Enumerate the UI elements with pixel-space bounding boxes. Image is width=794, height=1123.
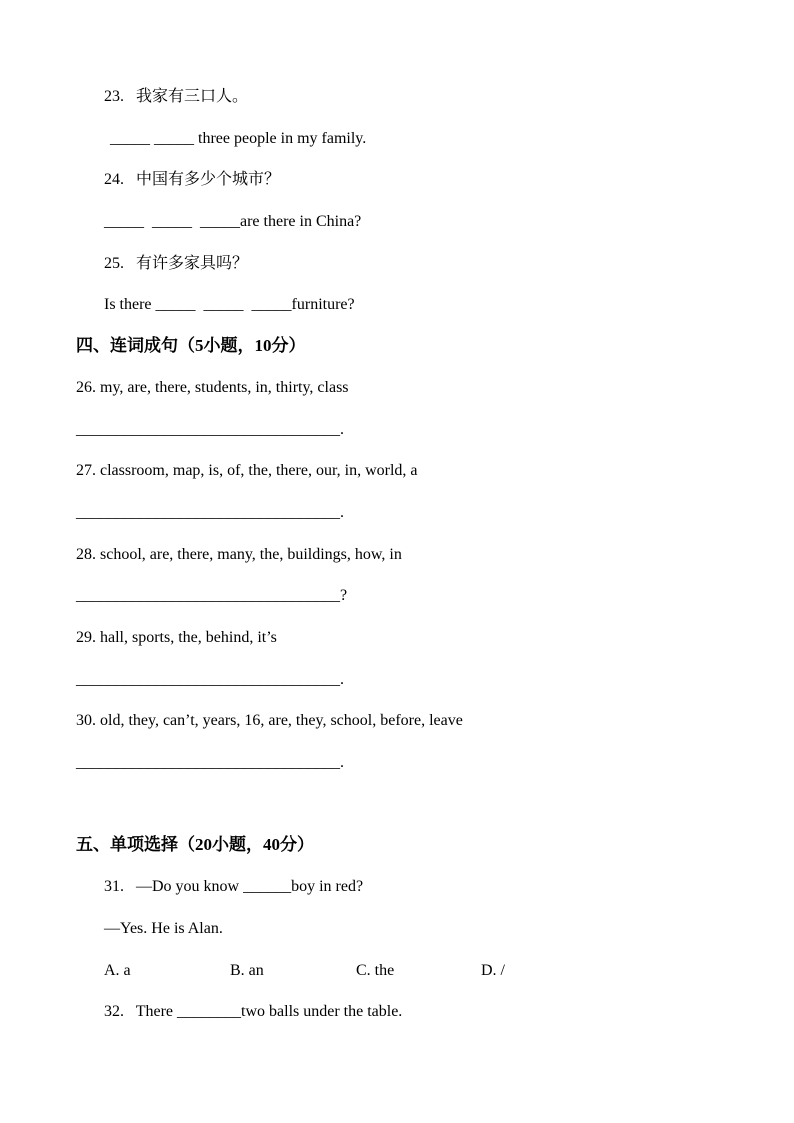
- question-28-answer-line: _________________________________?: [76, 587, 348, 604]
- question-29-answer-line: _________________________________.: [76, 671, 344, 688]
- question-27-answer-line: _________________________________.: [76, 504, 344, 521]
- question-23-prompt: 23. 我家有三口人。: [104, 88, 249, 105]
- question-31-option-c: C. the: [356, 962, 395, 979]
- question-31-prompt: 31. —Do you know ______boy in red?: [104, 878, 364, 895]
- question-25-answer-line: Is there _____ _____ _____furniture?: [104, 296, 355, 313]
- question-31-option-b: B. an: [230, 962, 264, 979]
- question-32-prompt: 32. There ________two balls under the table.: [104, 1003, 403, 1020]
- question-31-reply: —Yes. He is Alan.: [104, 920, 223, 937]
- question-26-answer-line: _________________________________.: [76, 421, 344, 438]
- question-30-words: 30. old, they, can’t, years, 16, are, they, school, before, leave: [76, 712, 463, 729]
- section-4-heading: 四、连词成句（5小题，10分）: [76, 336, 306, 355]
- question-24-answer-line: _____ _____ _____are there in China?: [104, 213, 362, 230]
- question-28-words: 28. school, are, there, many, the, buildings, how, in: [76, 546, 402, 563]
- question-25-prompt: 25. 有许多家具吗？: [104, 255, 249, 272]
- question-31-option-d: D. /: [481, 962, 505, 979]
- question-30-answer-line: _________________________________.: [76, 754, 344, 771]
- question-24-prompt: 24. 中国有多少个城市？: [104, 171, 281, 188]
- question-31-option-a: A. a: [104, 962, 131, 979]
- question-29-words: 29. hall, sports, the, behind, it’s: [76, 629, 277, 646]
- question-23-answer-line: _____ _____ three people in my family.: [110, 130, 367, 147]
- question-26-words: 26. my, are, there, students, in, thirty, class: [76, 379, 349, 396]
- question-27-words: 27. classroom, map, is, of, the, there, our, in, world, a: [76, 462, 418, 479]
- section-5-heading: 五、单项选择（20小题，40分）: [76, 835, 314, 854]
